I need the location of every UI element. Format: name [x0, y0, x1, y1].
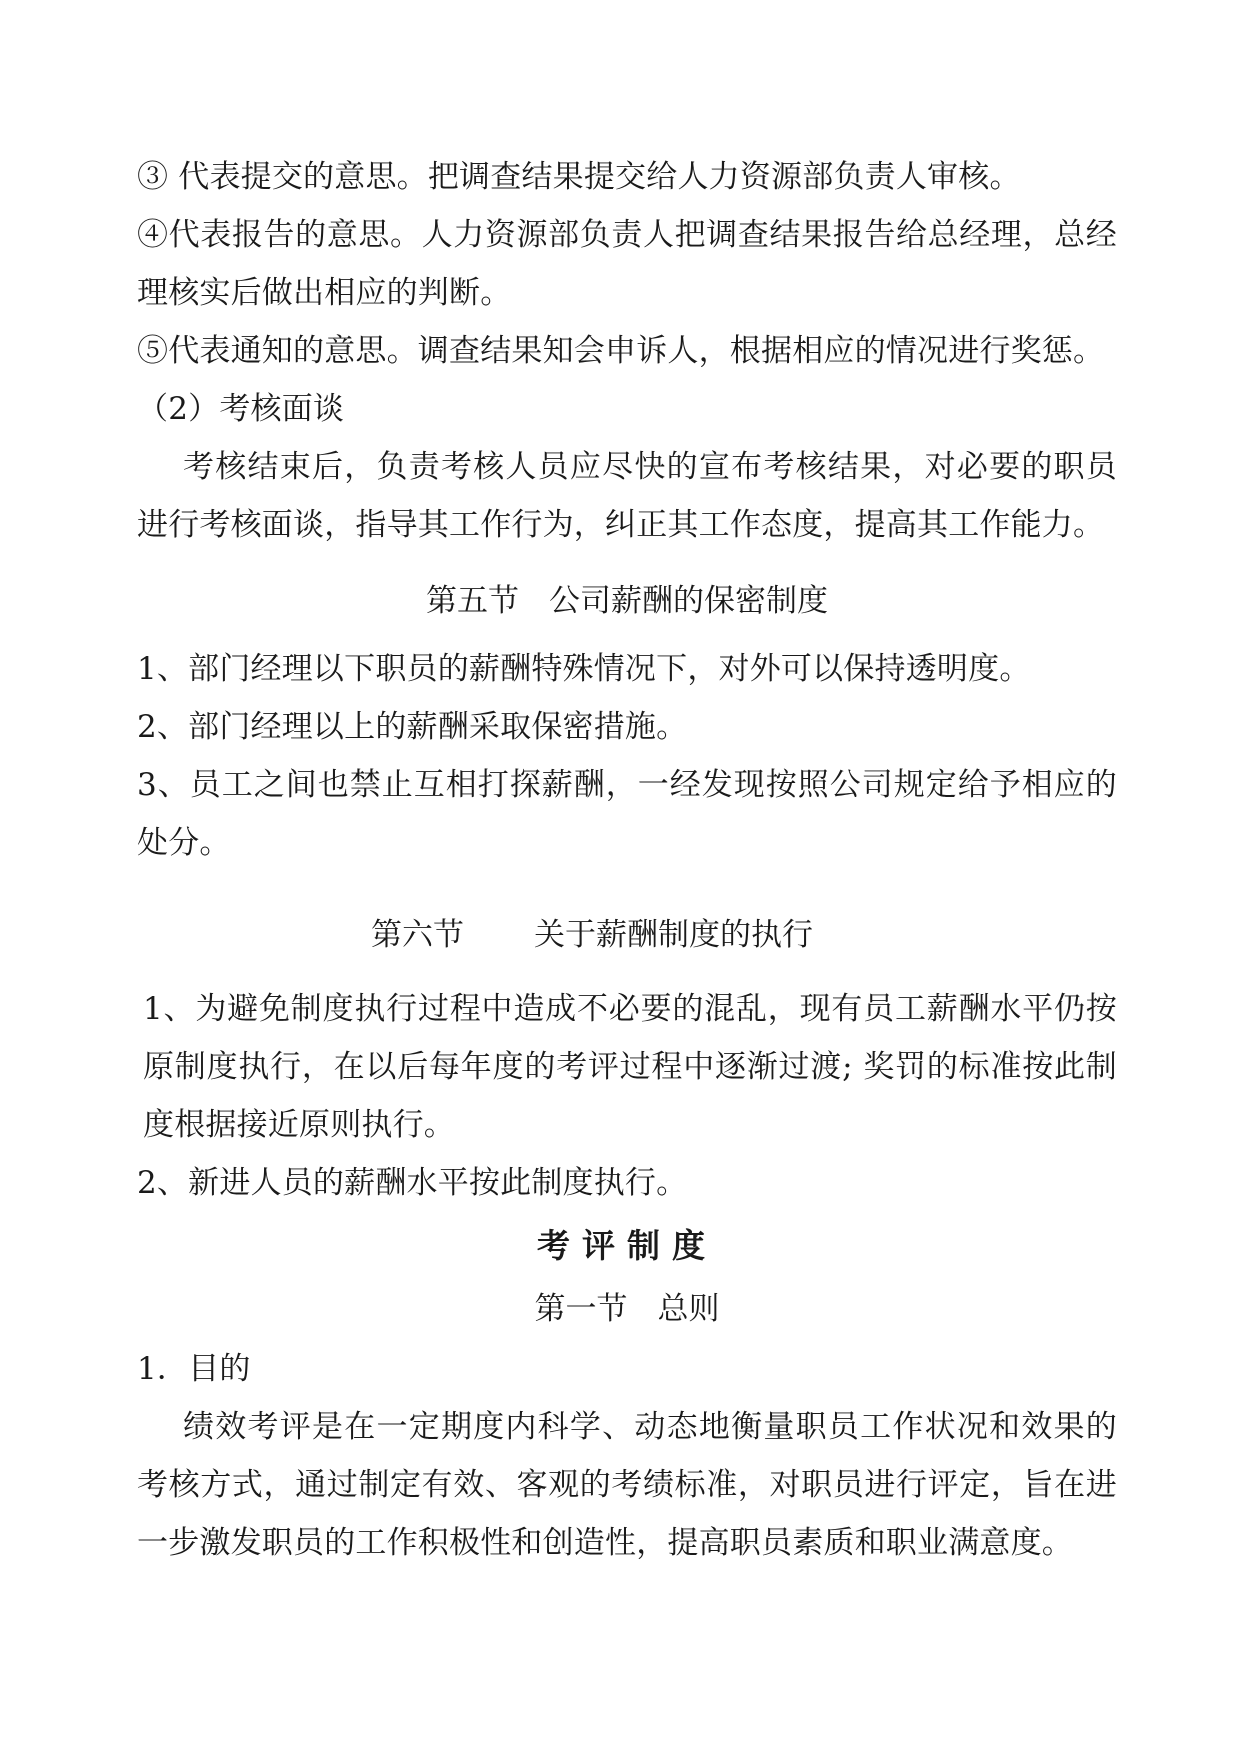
item-5-text: ⑤代表通知的意思。调查结果知会申诉人，根据相应的情况进行奖惩。	[137, 333, 1105, 369]
section-5-title: 公司薪酬的保密制度	[549, 583, 828, 619]
section-5-label: 第五节	[426, 583, 519, 619]
section-5-item-1: 1、部门经理以下职员的薪酬特殊情况下，对外可以保持透明度。	[137, 651, 1031, 687]
section-6-title: 关于薪酬制度的执行	[534, 917, 813, 953]
section-1-title: 总则	[657, 1291, 720, 1327]
section-6-label: 第六节	[371, 917, 464, 953]
item-3-text: ③ 代表提交的意思。把调查结果提交给人力资源部负责人审核。	[137, 159, 1021, 195]
section-5-item-2: 2、部门经理以上的薪酬采取保密措施。	[137, 709, 688, 745]
sub-section-2-body: 考核结束后，负责考核人员应尽快的宣布考核结果，对必要的职员进行考核面谈，指导其工作行为，纠正其工作态度，提高其工作能力。	[137, 449, 1117, 543]
chapter-title: 考评制度	[537, 1226, 717, 1265]
section-6-heading	[137, 906, 1117, 964]
sub-section-2-title: （2）考核面谈	[137, 391, 345, 427]
item-4-text: ④代表报告的意思。人力资源部负责人把调查结果报告给总经理，总经理核实后做出相应的判断。	[137, 217, 1117, 311]
section-6-item-1: 1、为避免制度执行过程中造成不必要的混乱，现有员工薪酬水平仍按原制度执行，在以后每年度的考评过程中逐渐过渡; 奖罚的标准按此制度根据接近原则执行。	[143, 991, 1117, 1143]
purpose-body: 绩效考评是在一定期度内科学、动态地衡量职员工作状况和效果的考核方式，通过制定有效、客观的考绩标准，对职员进行评定，旨在进一步激发职员的工作积极性和创造性，提高职员素质和职业满意度。	[137, 1409, 1117, 1561]
section-1-label: 第一节	[534, 1291, 628, 1327]
document-page	[137, 148, 1117, 1572]
section-5-item-3: 3、员工之间也禁止互相打探薪酬，一经发现按照公司规定给予相应的处分。	[137, 767, 1117, 861]
section-5-heading	[137, 572, 1117, 630]
purpose-title: 1．目的	[137, 1351, 251, 1387]
section-6-item-2: 2、新进人员的薪酬水平按此制度执行。	[137, 1165, 688, 1201]
section-1-heading	[137, 1280, 1117, 1338]
